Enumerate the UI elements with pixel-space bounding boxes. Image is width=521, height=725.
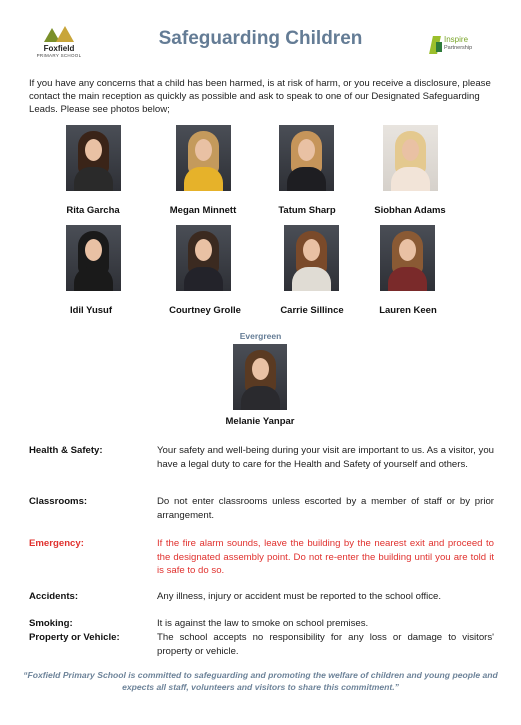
- rule-health-safety: [29, 444, 495, 486]
- rule-label: Smoking:: [29, 618, 73, 629]
- lead-photo-megan-minnett: [176, 125, 231, 191]
- lead-name: Carrie Sillince: [280, 305, 344, 316]
- commitment-quote: “Foxfield Primary School is committed to safeguarding and promoting the welfare of children and young people and expects all staff, volunteers and visitors to share this commitment.”: [23, 670, 498, 692]
- lead-name: Megan Minnett: [169, 205, 237, 216]
- rule-classrooms: [29, 495, 495, 523]
- rule-text: Do not enter classrooms unless escorted by a member of staff or by prior arrangement.: [157, 496, 494, 521]
- lead-name: Lauren Keen: [379, 305, 437, 316]
- rule-text: Any illness, injury or accident must be reported to the school office.: [157, 591, 442, 602]
- inspire-partnership-logo: [431, 34, 491, 62]
- rule-label: Accidents:: [29, 591, 79, 602]
- rule-text: If the fire alarm sounds, leave the building by the nearest exit and proceed to the designated assembly point. Do not re-enter the building until you are told it is safe to do so.: [157, 538, 494, 577]
- rule-label: Emergency:: [29, 538, 84, 549]
- lead-name: Tatum Sharp: [278, 205, 336, 216]
- rule-text: It is against the law to smoke on school premises.: [157, 618, 369, 629]
- lead-photo-lauren-keen: [380, 225, 435, 291]
- lead-photo-tatum-sharp: [279, 125, 334, 191]
- rule-emergency: [29, 537, 495, 579]
- lead-photo-courtney-grolle: [176, 225, 231, 291]
- rule-smoking: [29, 617, 495, 631]
- foxfield-logo-subtitle: PRIMARY SCHOOL: [36, 53, 82, 58]
- foxfield-logo-name: Foxfield: [43, 44, 75, 53]
- rule-label: Property or Vehicle:: [29, 632, 120, 643]
- lead-name: Rita Garcha: [66, 205, 120, 216]
- rule-label: Classrooms:: [29, 496, 88, 507]
- inspire-logo-name: Inspire: [444, 35, 469, 44]
- rule-property-vehicle: [29, 631, 495, 659]
- lead-photo-carrie-sillince: [284, 225, 339, 291]
- page-title: Safeguarding Children: [158, 28, 363, 49]
- rule-text: The school accepts no responsibility for any loss or damage to visitors' property or vehicle.: [157, 632, 494, 657]
- rule-text: Your safety and well-being during your visit are important to us. As a visitor, you have a legal duty to care for the Health and Safety of yourself and others.: [157, 445, 494, 470]
- intro-paragraph: If you have any concerns that a child has been harmed, is at risk of harm, or you receive a disclosure, please contact the main reception as quickly as possible and ask to speak to one of our Designated Safeguarding Leads. Please see photos below;: [29, 78, 491, 115]
- inspire-logo-subtitle: Partnership: [444, 45, 473, 51]
- lead-photo-melanie-yanpar: [233, 344, 287, 410]
- lead-name: Melanie Yanpar: [225, 416, 295, 427]
- lead-photo-siobhan-adams: [383, 125, 438, 191]
- evergreen-label: Evergreen: [239, 331, 282, 341]
- lead-name: Siobhan Adams: [374, 205, 446, 216]
- lead-photo-idil-yusuf: [66, 225, 121, 291]
- rule-accidents: [29, 590, 495, 604]
- lead-photo-rita-garcha: [66, 125, 121, 191]
- lead-name: Courtney Grolle: [169, 305, 241, 316]
- rule-label: Health & Safety:: [29, 445, 103, 456]
- lead-name: Idil Yusuf: [69, 305, 113, 316]
